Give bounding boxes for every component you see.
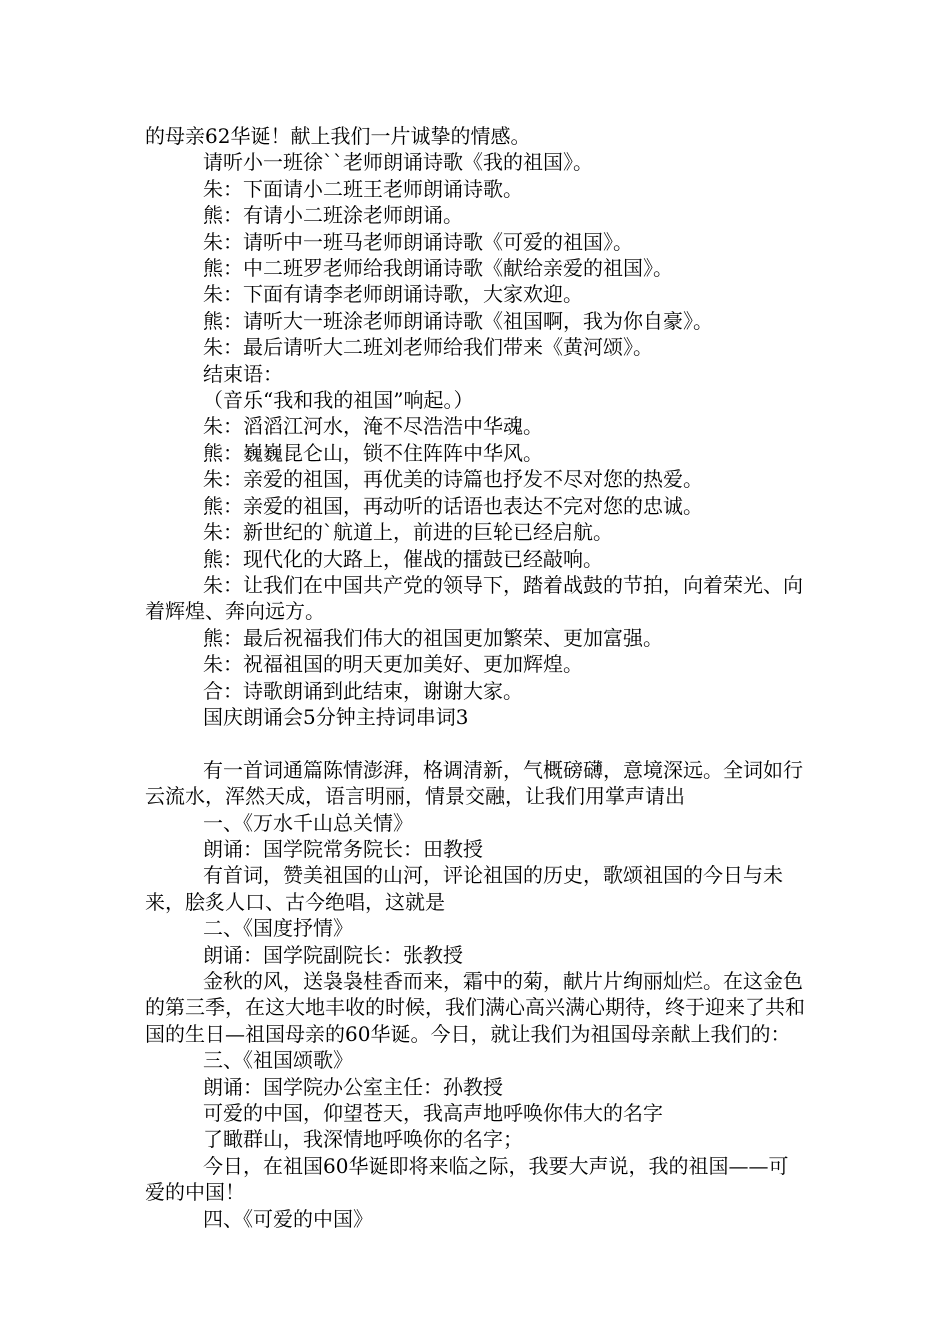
paragraph: 朱：亲爱的祖国，再优美的诗篇也抒发不尽对您的热爱。 <box>203 467 703 492</box>
section-heading: 结束语： <box>203 361 283 386</box>
program-item-title: 一、《万水千山总关情》 <box>203 810 413 835</box>
paragraph: 朱：滔滔江河水，淹不尽浩浩中华魂。 <box>203 414 543 439</box>
paragraph: 熊：现代化的大路上，催战的擂鼓已经敲响。 <box>203 546 603 571</box>
paragraph: 熊：中二班罗老师给我朗诵诗歌《献给亲爱的祖国》。 <box>203 256 673 281</box>
paragraph: 朱：祝福祖国的明天更加美好、更加辉煌。 <box>203 652 583 677</box>
program-item-title: 二、《国度抒情》 <box>203 916 353 941</box>
paragraph: 朱：最后请听大二班刘老师给我们带来《黄河颂》。 <box>203 335 653 360</box>
paragraph: 朱：下面有请李老师朗诵诗歌，大家欢迎。 <box>203 282 583 307</box>
reciter-line: 朗诵：国学院副院长：张教授 <box>203 942 463 967</box>
reciter-line: 朗诵：国学院常务院长：田教授 <box>203 836 483 861</box>
paragraph: 金秋的风，送袅袅桂香而来，霜中的菊，献片片绚丽灿烂。在这金色的第三季，在这大地丰收的时候，我们满心高兴满心期待，终于迎来了共和国的生日—祖国母亲的60华诞。今日，就让我们为祖国母亲献上我们的： <box>145 968 805 1046</box>
blank-line <box>145 730 807 756</box>
paragraph: 有一首词通篇陈情澎湃，格调清新，气概磅礴，意境深远。全词如行云流水，浑然天成，语言明丽，情景交融，让我们用掌声请出 <box>145 757 803 809</box>
paragraph: 可爱的中国，仰望苍天，我高声地呼唤你伟大的名字 <box>203 1101 663 1126</box>
paragraph: 朱：让我们在中国共产党的领导下，踏着战鼓的节拍，向着荣光、向着辉煌、奔向远方。 <box>145 572 803 624</box>
paragraph: 朱：下面请小二班王老师朗诵诗歌。 <box>203 176 523 201</box>
paragraph: 熊：有请小二班涂老师朗诵。 <box>203 203 463 228</box>
paragraph: 熊：亲爱的祖国，再动听的话语也表达不完对您的忠诚。 <box>203 493 703 518</box>
paragraph: 熊：请听大一班涂老师朗诵诗歌《祖国啊，我为你自豪》。 <box>203 308 713 333</box>
reciter-line: 朗诵：国学院办公室主任：孙教授 <box>203 1074 503 1099</box>
paragraph: 熊：巍巍昆仑山，锁不住阵阵中华风。 <box>203 440 543 465</box>
document-body <box>145 123 807 1232</box>
program-item-title: 四、《可爱的中国》 <box>203 1206 373 1231</box>
paragraph: 朱：新世纪的`航道上，前进的巨轮已经启航。 <box>203 520 613 545</box>
paragraph: 今日，在祖国60华诞即将来临之际，我要大声说，我的祖国——可爱的中国！ <box>145 1153 789 1205</box>
paragraph: （音乐“我和我的祖国”响起。） <box>203 388 474 413</box>
paragraph: 合：诗歌朗诵到此结束，谢谢大家。 <box>203 678 523 703</box>
program-item-title: 三、《祖国颂歌》 <box>203 1048 353 1073</box>
section-title: 国庆朗诵会5分钟主持词串词3 <box>203 704 469 729</box>
paragraph: 朱：请听中一班马老师朗诵诗歌《可爱的祖国》。 <box>203 229 633 254</box>
paragraph: 有首词，赞美祖国的山河，评论祖国的历史，歌颂祖国的今日与未来，脍炙人口、古今绝唱，这就是 <box>145 863 783 914</box>
paragraph: 了瞰群山，我深情地呼唤你的名字； <box>203 1127 523 1152</box>
paragraph: 请听小一班徐``老师朗诵诗歌《我的祖国》。 <box>203 150 593 175</box>
paragraph: 的母亲62华诞！献上我们一片诚挚的情感。 <box>145 124 531 148</box>
paragraph: 熊：最后祝福我们伟大的祖国更加繁荣、更加富强。 <box>203 625 663 650</box>
